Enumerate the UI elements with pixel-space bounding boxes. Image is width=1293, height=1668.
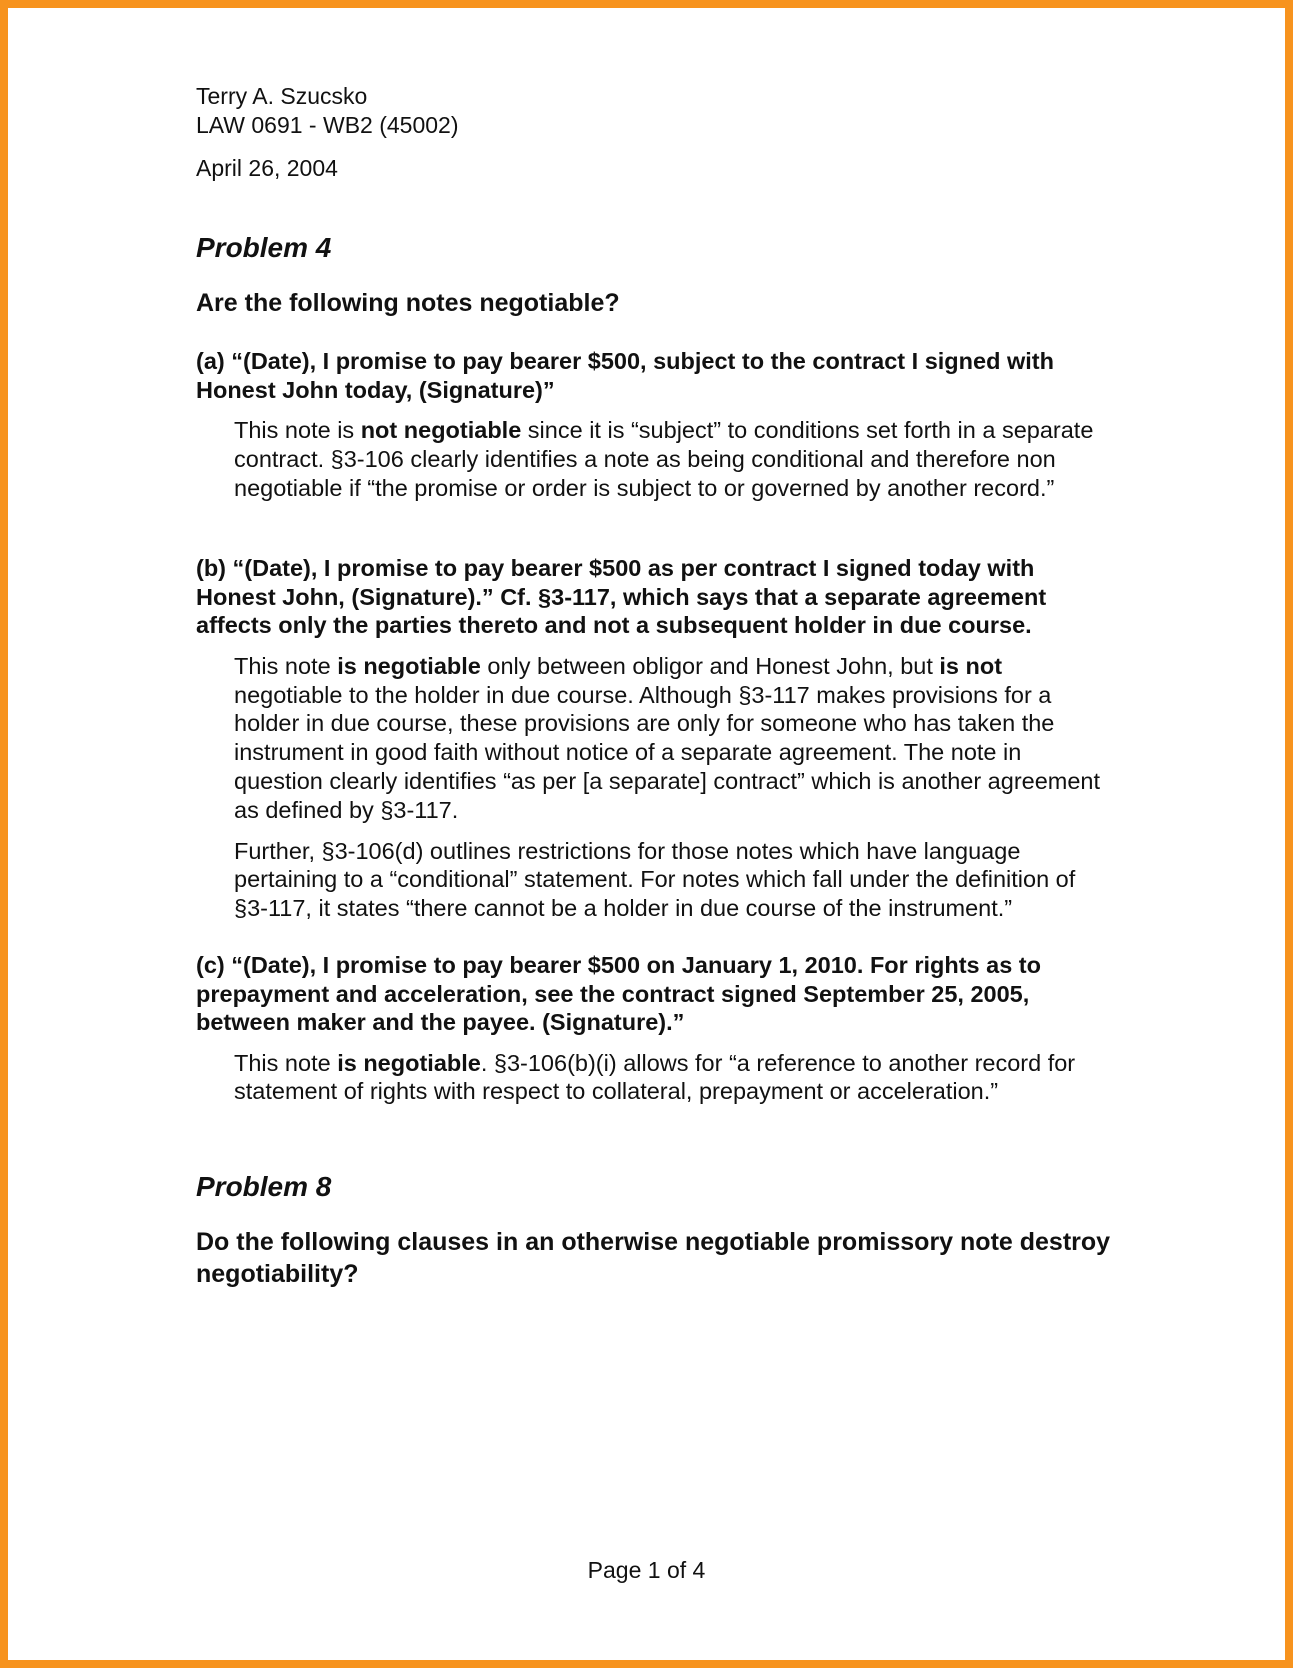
item-a-verdict: not negotiable — [360, 417, 522, 443]
item-a-answer-text: This note is — [234, 417, 361, 443]
problem-8-title: Problem 8 — [196, 1171, 332, 1203]
item-b-verdict: is not — [939, 652, 1003, 679]
document-page — [196, 82, 1116, 1290]
item-c-verdict: is negotiable — [337, 1049, 481, 1076]
item-b-heading: (b) “(Date), I promise to pay bearer $500 as per contract I signed today with Honest John, (Signature).” Cf. §3-117, which says that a separate agreement affects only the parties thereto and not a subsequent holder in due course. — [196, 555, 1047, 639]
item-b-answer-text: This note — [234, 652, 338, 679]
item-b-verdict: is negotiable — [337, 652, 481, 679]
item-c-answer-text: This note — [234, 1049, 338, 1076]
item-a-answer-text: since it is “subject” to conditions set forth in a separate contract. §3-106 clearly identifies a note as being conditional and therefore non negotiable if “the promise or order is subject to or governed by another record.” — [234, 417, 1094, 501]
page-number: Page 1 of 4 — [587, 1557, 706, 1583]
document-date: April 26, 2004 — [196, 155, 338, 181]
course-code: LAW 0691 - WB2 (45002) — [196, 112, 459, 138]
item-c-answer — [234, 1049, 1114, 1107]
item-b-further: Further, §3-106(d) outlines restrictions for those notes which have language pertaining to a “conditional” statement. For notes which fall under the definition of §3-117, it states “there cannot be a holder in due course of the instrument.” — [234, 837, 1076, 922]
item-b-answer-text: negotiable to the holder in due course. Although §3-117 makes provisions for a holder in due course, these provisions are only for someone who has taken the instrument in good faith without notice of a separate agreement. The note in question clearly identifies “as per [a separate] contract” which is another agreement as defined by §3-117. — [234, 681, 1101, 823]
item-b-answer — [234, 652, 1114, 825]
author-name: Terry A. Szucsko — [196, 83, 368, 109]
problem-4-question: Are the following notes negotiable? — [196, 289, 620, 317]
item-a-answer — [234, 416, 1114, 502]
item-c-heading: (c) “(Date), I promise to pay bearer $500 on January 1, 2010. For rights as to prepayment and acceleration, see the contract signed September 25, 2005, between maker and the payee. (Signature).” — [196, 952, 1041, 1036]
item-a-heading: (a) “(Date), I promise to pay bearer $500, subject to the contract I signed with Honest John today, (Signature)” — [196, 348, 1054, 403]
item-c-answer-text: . §3-106(b)(i) allows for “a reference to another record for statement of rights with respect to collateral, prepayment or acceleration.” — [234, 1049, 1076, 1105]
problem-8-question: Do the following clauses in an otherwise negotiable promissory note destroy negotiability? — [196, 1228, 1111, 1289]
problem-4-title: Problem 4 — [196, 232, 332, 263]
item-b-answer-text: only between obligor and Honest John, but — [480, 652, 940, 679]
